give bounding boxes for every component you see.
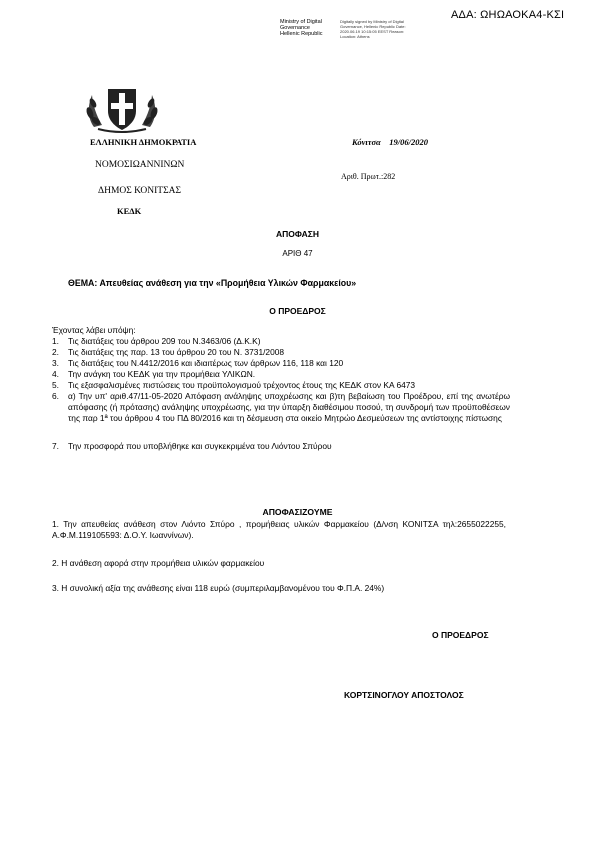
- entity-heading: ΚΕΔΚ: [117, 206, 142, 216]
- decide-heading: ΑΠΟΦΑΣΙΖΟΥΜΕ: [262, 507, 333, 517]
- list-item: 6. α) Την υπ' αριθ.47/11-05-2020 Απόφαση ανάληψης υποχρέωσης και β)τη βεβαίωση του Προέδρου, επί της ανωτέρω απόφασης (ή πρότασης) ανάληψης υποχρέωσης, για την ύπαρξη διαθέσιμου ποσού, τη συνδρομή των προϋποθέσεων της παρ 1ª του άρθρου 4 του ΠΔ 80/2016 και τη δέσμευση στα οικείο Μητρώο Δεσμεύσεων της αντίστοιχης πίστωσης: [52, 391, 510, 423]
- prefecture-heading: ΝΟΜΟΣΙΩΑΝΝΙΝΩΝ: [95, 160, 185, 170]
- closing-name: ΚΟΡΤΣΙΝΟΓΛΟΥ ΑΠΟΣΤΟΛΟΣ: [344, 690, 464, 700]
- decision-number: ΑΡΙΘ 47: [282, 249, 313, 258]
- considerations-list: [52, 336, 510, 452]
- decision-point-3: 3. Η συνολική αξία της ανάθεσης είναι 118 ευρώ (συμπεριλαμβανομένου του Φ.Π.Α. 24%): [52, 583, 385, 593]
- list-item: 7. Την προσφορά που υποβλήθηκε και συγκεκριμένα του Λιόντου Σπύρου: [52, 441, 332, 451]
- decision-point-1: 1. Την απευθείας ανάθεση στον Λιόντο Σπύρο , προμήθειας υλικών Φαρμακείου (Δ/νση ΚΟΝΙΤΣΑ τηλ:2655022255, Α.Φ.Μ.119105593: Δ.Ο.Υ. Ιωαννίνων).: [52, 519, 506, 540]
- ada-code: ΑΔΑ: ΩΗΩΑΟΚΑ4-ΚΣΙ: [451, 9, 565, 21]
- subject-text: Απευθείας ανάθεση για την «Προμήθεια Υλικών Φαρμακείου»: [97, 278, 357, 288]
- coat-of-arms-emblem: [84, 83, 160, 133]
- subject-label: ΘΕΜΑ:: [68, 278, 98, 288]
- municipality-heading: ΔΗΜΟΣ ΚΟΝΙΤΣΑΣ: [98, 186, 181, 196]
- signature-line-2: Governance: [280, 25, 310, 31]
- decision-point-2: 2. Η ανάθεση αφορά στην προμήθεια υλικών φαρμακείου: [52, 558, 265, 568]
- president-heading: Ο ΠΡΟΕΔΡΟΣ: [269, 306, 326, 316]
- republic-heading: ΕΛΛΗΝΙΚΗ ΔΗΜΟΚΡΑΤΙΑ: [90, 137, 197, 147]
- decision-title: ΑΠΟΦΑΣΗ: [275, 229, 319, 239]
- list-item: 5. Τις εξασφαλισμένες πιστώσεις του προϋπολογισμού τρέχοντος έτους της ΚΕΔΚ στον ΚΑ 6473: [52, 380, 416, 390]
- list-item: 3. Τις διατάξεις του Ν.4412/2016 και ιδιαιτέρως των άρθρων 116, 118 και 120: [52, 358, 344, 368]
- digital-signature-details: Digitally signed by Ministry of Digital Governance, Hellenic Republic Date: 2020.06.19 10:15:05 EEST Reason: Location: Athens: [340, 19, 406, 39]
- protocol-number: Αριθ. Πρωτ.:282: [341, 172, 396, 181]
- place-date: Κόνιτσα 19/06/2020: [352, 137, 428, 147]
- signature-line-1: Ministry of Digital: [280, 19, 322, 25]
- intro-text: Έχοντας λάβει υπόψη:: [52, 325, 136, 335]
- list-item: 1. Τις διατάξεις του άρθρου 209 του Ν.3463/06 (Δ.Κ.Κ): [52, 336, 261, 346]
- list-item: 4. Την ανάγκη του ΚΕΔΚ για την προμήθεια ΥΛΙΚΩΝ.: [52, 369, 256, 379]
- list-item: 2. Τις διατάξεις της παρ. 13 του άρθρου 20 του Ν. 3731/2008: [52, 347, 285, 357]
- subject-line: [68, 278, 356, 288]
- signature-line-3: Hellenic Republic: [280, 31, 323, 37]
- closing-title: Ο ΠΡΟΕΔΡΟΣ: [432, 630, 489, 640]
- digital-signature-label: [280, 19, 323, 37]
